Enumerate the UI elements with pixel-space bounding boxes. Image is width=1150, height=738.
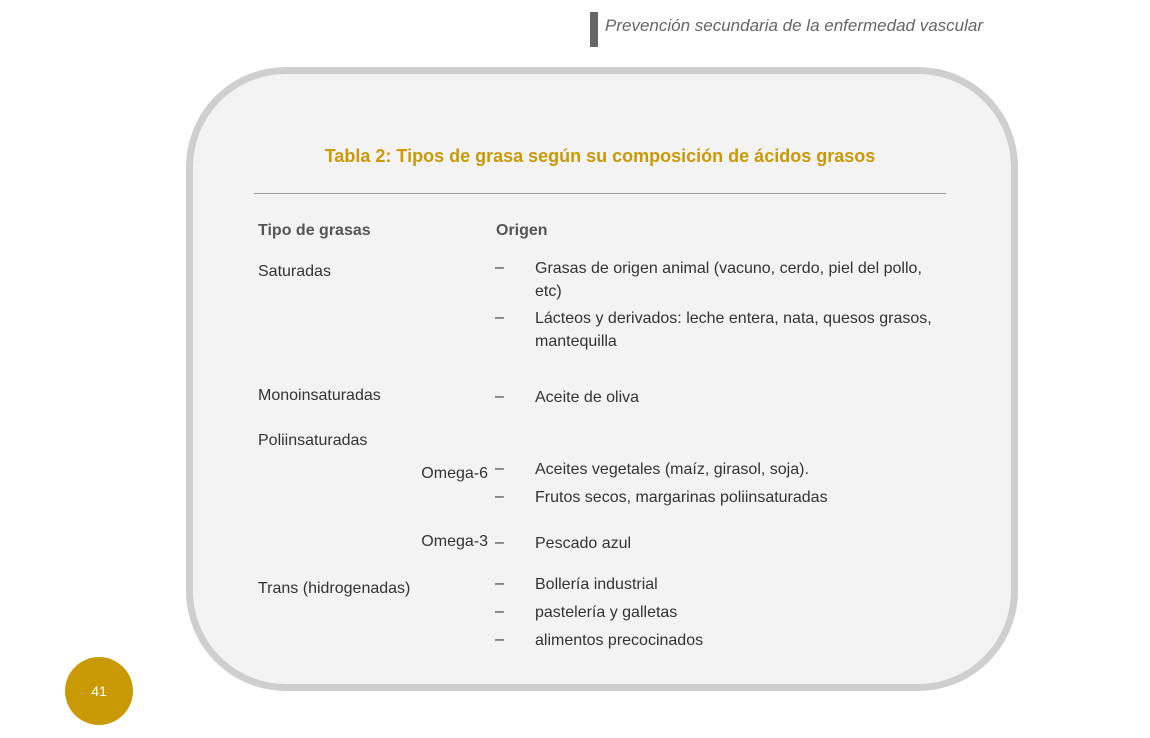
bullet-dash: – [495, 603, 504, 620]
list-item: Pescado azul [535, 535, 632, 552]
type-trans: Trans (hidrogenadas) [258, 580, 411, 597]
list-item: Grasas de origen animal (vacuno, cerdo, piel del pollo, etc) [535, 260, 922, 300]
type-monoinsaturadas: Monoinsaturadas [258, 387, 381, 404]
bullet-dash: – [495, 309, 504, 326]
bullet-dash: – [495, 460, 504, 477]
page-number-badge: 41 [65, 657, 133, 725]
bullet-dash: – [495, 259, 504, 276]
column-header-origin: Origen [496, 222, 548, 239]
type-saturadas: Saturadas [258, 263, 331, 280]
subtype-omega6: Omega-6 [421, 465, 488, 482]
bullet-dash: – [495, 488, 504, 505]
list-item: pastelería y galletas [535, 604, 678, 621]
table-divider [254, 193, 946, 194]
list-item: Lácteos y derivados: leche entera, nata, quesos grasos, mantequilla [535, 310, 932, 350]
bullet-dash: – [495, 388, 504, 405]
header-title: Prevención secundaria de la enfermedad vascular [605, 16, 984, 35]
list-item: Aceite de oliva [535, 389, 640, 406]
bullet-dash: – [495, 631, 504, 648]
type-poliinsaturadas: Poliinsaturadas [258, 432, 368, 449]
list-item: Bollería industrial [535, 576, 658, 593]
list-item: Aceites vegetales (maíz, girasol, soja). [535, 461, 809, 478]
column-header-type: Tipo de grasas [258, 222, 371, 239]
list-item: Frutos secos, margarinas poliinsaturadas [535, 489, 828, 506]
table-title: Tabla 2: Tipos de grasa según su composición de ácidos grasos [324, 146, 876, 166]
subtype-omega3: Omega-3 [421, 533, 488, 550]
list-item: alimentos precocinados [535, 632, 704, 649]
bullet-dash: – [495, 575, 504, 592]
bullet-dash: – [495, 534, 504, 551]
header-accent-bar [590, 12, 598, 47]
